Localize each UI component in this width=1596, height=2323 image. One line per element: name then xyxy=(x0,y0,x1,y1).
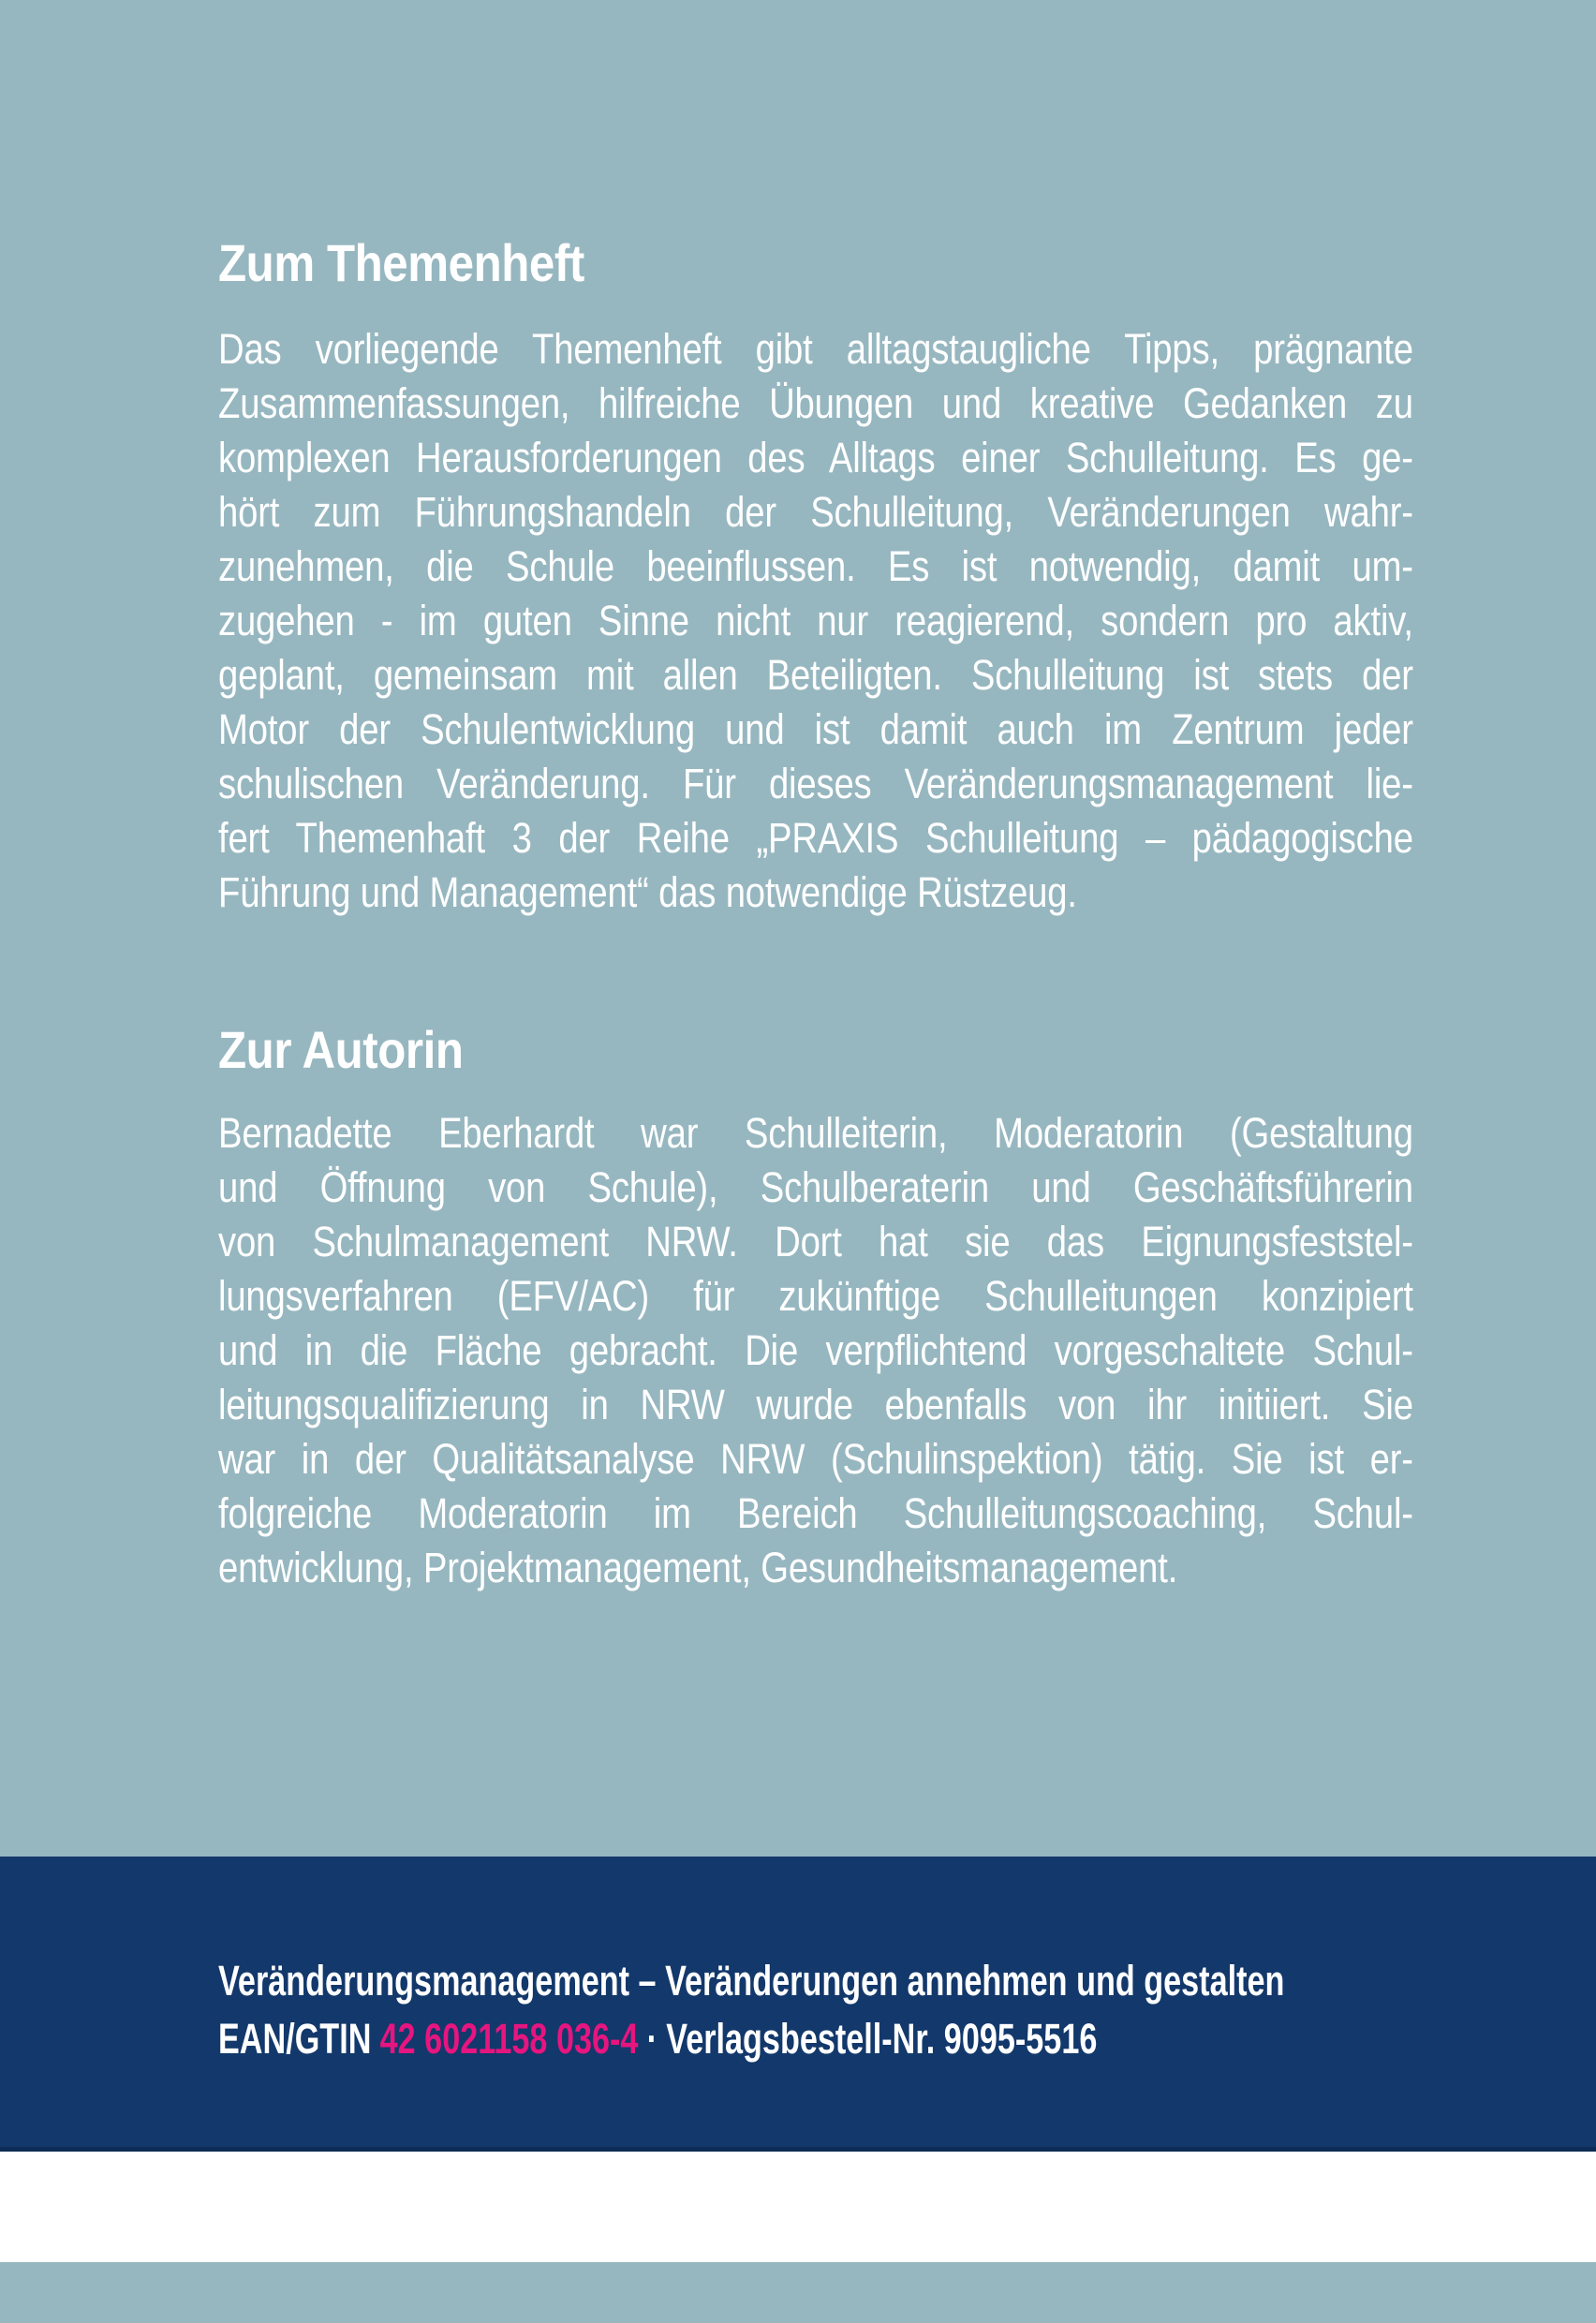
footer-ean-line xyxy=(218,2010,1284,2068)
footer-band xyxy=(0,1857,1596,2152)
text-line: Zusammenfassungen, hilfreiche Übungen und kreative Gedanken zu xyxy=(218,379,1413,427)
text-line: Das vorliegende Themenheft gibt alltagstaugliche Tipps, prägnante xyxy=(218,325,1413,373)
text-line: leitungsqualifizierung in NRW wurde ebenfalls von ihr initiiert. Sie xyxy=(218,1381,1413,1428)
footer-text xyxy=(218,1952,1284,2068)
text-line: entwicklung, Projektmanagement, Gesundheitsmanagement. xyxy=(218,1544,1178,1591)
text-line: von Schulmanagement NRW. Dort hat sie das Eignungsfeststel- xyxy=(218,1218,1413,1265)
section-heading-autorin: Zur Autorin xyxy=(218,1020,464,1079)
text-line: schulischen Veränderung. Für dieses Veränderungsmanagement lie- xyxy=(218,760,1413,807)
text-line: komplexen Herausforderungen des Alltags einer Schulleitung. Es ge- xyxy=(218,434,1413,481)
bottom-teal-strip xyxy=(0,2262,1596,2323)
text-line: und Öffnung von Schule), Schulberaterin und Geschäftsführerin xyxy=(218,1163,1413,1211)
text-line: zugehen - im guten Sinne nicht nur reagierend, sondern pro aktiv, xyxy=(218,597,1413,644)
text-line: Bernadette Eberhardt war Schulleiterin, Moderatorin (Gestaltung xyxy=(218,1109,1413,1157)
text-line: fert Themenhaft 3 der Reihe „PRAXIS Schulleitung – pädagogische xyxy=(218,814,1413,862)
paragraph-autorin xyxy=(218,1106,1413,1595)
text-line: und in die Fläche gebracht. Die verpflichtend vorgeschaltete Schul- xyxy=(218,1326,1413,1374)
text-line: Motor der Schulentwicklung und ist damit auch im Zentrum jeder xyxy=(218,705,1413,753)
ean-label: EAN/GTIN xyxy=(218,2015,372,2063)
text-line: hört zum Führungshandeln der Schulleitung, Veränderungen wahr- xyxy=(218,488,1413,536)
paragraph-themenheft xyxy=(218,322,1413,920)
footer-title: Veränderungsmanagement – Veränderungen annehmen und gestalten xyxy=(218,1957,1285,2005)
text-line: Führung und Management“ das notwendige Rüstzeug. xyxy=(218,868,1077,916)
text-line: folgreiche Moderatorin im Bereich Schulleitungscoaching, Schul- xyxy=(218,1489,1413,1537)
text-line: war in der Qualitätsanalyse NRW (Schulinspektion) tätig. Sie ist er- xyxy=(218,1435,1413,1483)
text-line: geplant, gemeinsam mit allen Beteiligten. Schulleitung ist stets der xyxy=(218,651,1413,699)
separator-dot: · xyxy=(646,2015,658,2063)
text-line: zunehmen, die Schule beeinflussen. Es ist notwendig, damit um- xyxy=(218,542,1413,590)
text-line: lungsverfahren (EFV/AC) für zukünftige Schulleitungen konzipiert xyxy=(218,1272,1413,1320)
order-number: Verlagsbestell-Nr. 9095-5516 xyxy=(666,2015,1098,2063)
ean-value: 42 6021158 036-4 xyxy=(379,2015,639,2063)
bottom-white-strip xyxy=(0,2152,1596,2262)
section-heading-themenheft: Zum Themenheft xyxy=(218,233,584,292)
